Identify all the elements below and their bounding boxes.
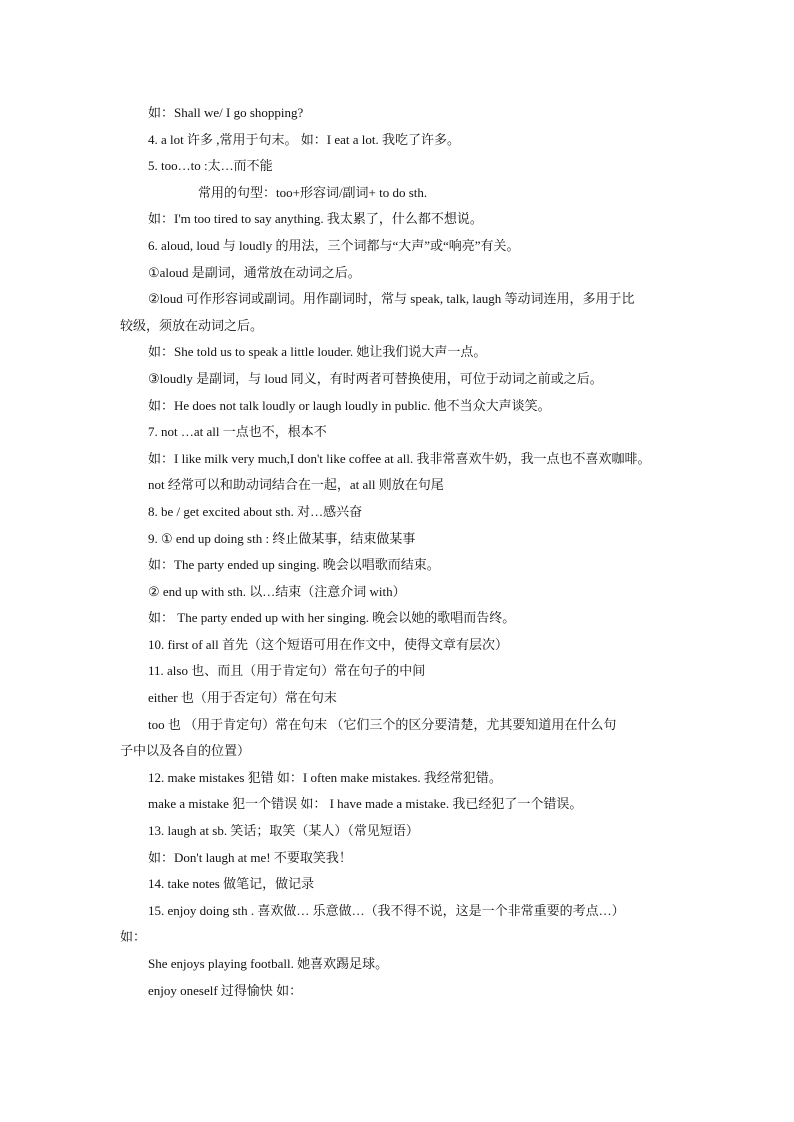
text-line: 如： The party ended up with her singing. 晚会以她的歌唱而告终。 xyxy=(148,610,516,626)
text-line: 如：She told us to speak a little louder. 她让我们说大声一点。 xyxy=(148,344,487,360)
text-line: ② end up with sth. 以…结束（注意介词 with） xyxy=(148,583,406,599)
document-body xyxy=(0,100,794,1004)
text-line: 如：The party ended up singing. 晚会以唱歌而结束。 xyxy=(148,557,440,573)
text-line: 7. not …at all 一点也不，根本不 xyxy=(148,424,327,440)
text-line: too 也 （用于肯定句）常在句末 （它们三个的区分要清楚，尤其要知道用在什么句 xyxy=(148,716,617,732)
text-line: not 经常可以和助动词结合在一起，at all 则放在句尾 xyxy=(148,477,444,493)
text-line: 8. be / get excited about sth. 对…感兴奋 xyxy=(148,503,363,519)
text-line: ③loudly 是副词，与 loud 同义，有时两者可替换使用，可位于动词之前或之后。 xyxy=(148,370,603,386)
text-line: 11. also 也、而且（用于肯定句）常在句子的中间 xyxy=(148,663,426,679)
text-line: 10. first of all 首先（这个短语可用在作文中，使得文章有层次） xyxy=(148,636,509,652)
text-line: 如：He does not talk loudly or laugh loudly in public. 他不当众大声谈笑。 xyxy=(148,397,551,413)
text-line: 较级，须放在动词之后。 xyxy=(120,317,264,333)
text-line: either 也（用于否定句）常在句末 xyxy=(148,690,337,706)
text-line: 如：Shall we/ I go shopping? xyxy=(148,105,304,120)
text-line: 如：I'm too tired to say anything. 我太累了，什么都不想说。 xyxy=(148,211,483,227)
text-line: 如：Don't laugh at me! 不要取笑我！ xyxy=(148,849,352,865)
text-line: She enjoys playing football. 她喜欢踢足球。 xyxy=(148,956,389,971)
text-line: 12. make mistakes 犯错 如：I often make mistakes. 我经常犯错。 xyxy=(148,769,502,785)
text-line: make a mistake 犯一个错误 如： I have made a mistake. 我已经犯了一个错误。 xyxy=(148,796,583,812)
text-line: 常用的句型：too+形容词/副词+ to do sth. xyxy=(198,184,428,200)
text-line: 如：I like milk very much,I don't like coffee at all. 我非常喜欢牛奶，我一点也不喜欢咖啡。 xyxy=(148,450,651,466)
text-line: 子中以及各自的位置） xyxy=(120,743,251,759)
text-line: 如： xyxy=(120,929,147,945)
text-line: 13. laugh at sb. 笑话；取笑（某人）（常见短语） xyxy=(148,823,419,839)
text-line: 4. a lot 许多 ,常用于句末。 如：I eat a lot. 我吃了许多。 xyxy=(148,131,460,147)
text-line: ①aloud 是副词，通常放在动词之后。 xyxy=(148,264,361,280)
text-line: 14. take notes 做笔记，做记录 xyxy=(148,876,315,892)
text-line: enjoy oneself 过得愉快 如： xyxy=(148,982,303,998)
text-line: 9. ① end up doing sth : 终止做某事，结束做某事 xyxy=(148,530,416,546)
text-line: 6. aloud, loud 与 loudly 的用法，三个词都与“大声”或“响亮”有关。 xyxy=(148,237,520,253)
text-line: 15. enjoy doing sth . 喜欢做… 乐意做…（我不得不说，这是一个非常重要的考点…） xyxy=(148,902,625,918)
text-line: 5. too…to :太…而不能 xyxy=(148,158,273,174)
text-line: ②loud 可作形容词或副词。用作副词时，常与 speak, talk, laugh 等动词连用，多用于比 xyxy=(148,291,635,307)
